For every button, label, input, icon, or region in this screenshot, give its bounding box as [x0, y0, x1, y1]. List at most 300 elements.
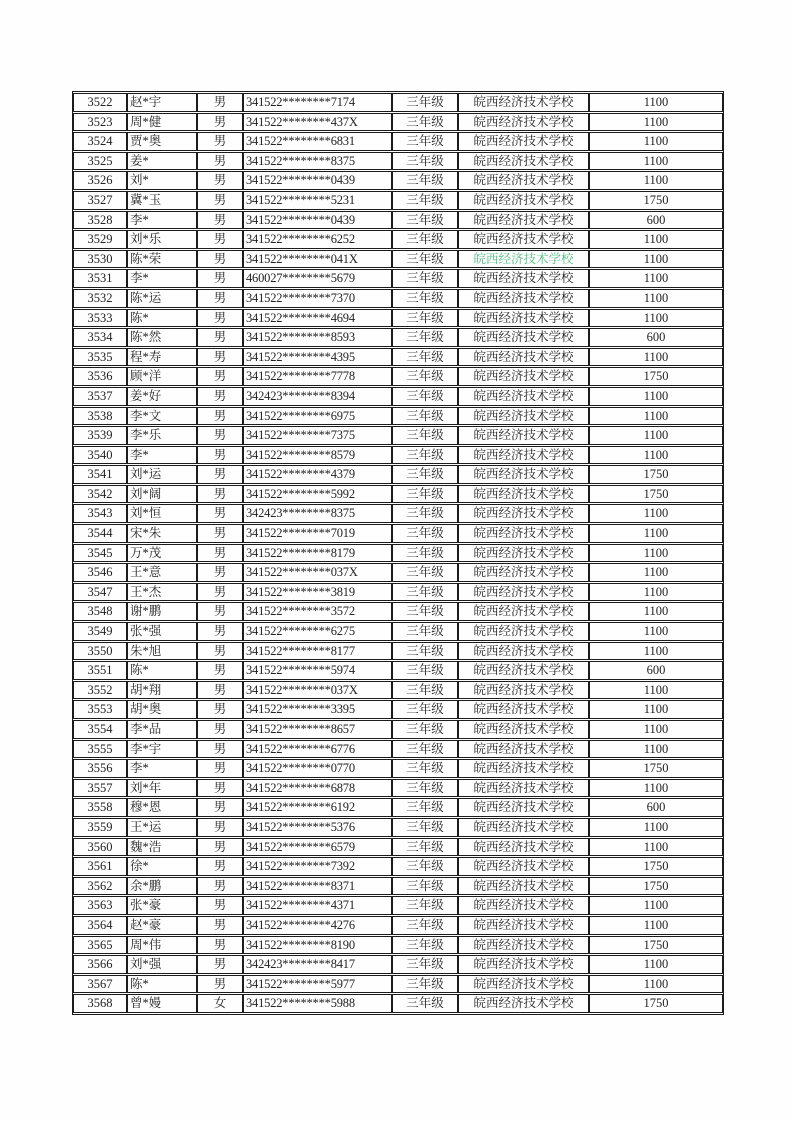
cell-row-number: 3526 [73, 171, 127, 190]
table-row [73, 289, 723, 308]
cell-row-number: 3539 [73, 426, 127, 445]
table-row [73, 171, 723, 190]
cell-grade: 三年级 [392, 328, 458, 347]
table-row [73, 700, 723, 719]
cell-amount: 1100 [589, 309, 723, 328]
cell-gender: 男 [197, 975, 243, 994]
cell-grade: 三年级 [392, 387, 458, 406]
cell-row-number: 3556 [73, 759, 127, 778]
cell-row-number: 3541 [73, 465, 127, 484]
cell-id-number: 341522********3395 [243, 700, 392, 719]
table-row [73, 622, 723, 641]
cell-amount: 1750 [589, 367, 723, 386]
table-row [73, 387, 723, 406]
table-row [73, 838, 723, 857]
cell-amount: 1100 [589, 681, 723, 700]
cell-row-number: 3542 [73, 485, 127, 504]
cell-gender: 男 [197, 916, 243, 935]
cell-gender: 男 [197, 622, 243, 641]
table-row [73, 211, 723, 230]
table-row [73, 994, 723, 1013]
cell-amount: 1100 [589, 544, 723, 563]
cell-grade: 三年级 [392, 524, 458, 543]
cell-row-number: 3522 [73, 93, 127, 112]
cell-id-number: 341522********8179 [243, 544, 392, 563]
cell-amount: 1100 [589, 113, 723, 132]
table-row [73, 132, 723, 151]
cell-grade: 三年级 [392, 994, 458, 1013]
cell-id-number: 341522********5231 [243, 191, 392, 210]
cell-student-name: 李*文 [127, 407, 197, 426]
cell-row-number: 3528 [73, 211, 127, 230]
cell-amount: 1100 [589, 720, 723, 739]
cell-school-name: 皖西经济技术学校 [458, 269, 589, 288]
cell-school-name: 皖西经济技术学校 [458, 446, 589, 465]
cell-student-name: 刘*年 [127, 779, 197, 798]
table-row [73, 504, 723, 523]
cell-row-number: 3561 [73, 857, 127, 876]
cell-row-number: 3546 [73, 563, 127, 582]
table-row [73, 896, 723, 915]
table-row [73, 367, 723, 386]
cell-grade: 三年级 [392, 838, 458, 857]
cell-school-name: 皖西经济技术学校 [458, 857, 589, 876]
cell-amount: 1100 [589, 152, 723, 171]
table-row [73, 563, 723, 582]
cell-grade: 三年级 [392, 936, 458, 955]
cell-id-number: 341522********4379 [243, 465, 392, 484]
cell-grade: 三年级 [392, 779, 458, 798]
cell-school-name: 皖西经济技术学校 [458, 465, 589, 484]
table-row [73, 916, 723, 935]
cell-id-number: 341522********6776 [243, 740, 392, 759]
cell-amount: 1100 [589, 740, 723, 759]
cell-row-number: 3531 [73, 269, 127, 288]
cell-student-name: 余*鹏 [127, 877, 197, 896]
cell-gender: 男 [197, 504, 243, 523]
cell-row-number: 3536 [73, 367, 127, 386]
cell-grade: 三年级 [392, 426, 458, 445]
cell-student-name: 宋*朱 [127, 524, 197, 543]
cell-grade: 三年级 [392, 407, 458, 426]
cell-id-number: 341522********041X [243, 250, 392, 269]
cell-id-number: 341522********6252 [243, 230, 392, 249]
table-row [73, 113, 723, 132]
table-row [73, 230, 723, 249]
cell-row-number: 3547 [73, 583, 127, 602]
cell-school-name: 皖西经济技术学校 [458, 485, 589, 504]
cell-id-number: 341522********7019 [243, 524, 392, 543]
cell-gender: 男 [197, 642, 243, 661]
table-row [73, 250, 723, 269]
cell-id-number: 341522********5988 [243, 994, 392, 1013]
table-row [73, 818, 723, 837]
cell-id-number: 341522********3819 [243, 583, 392, 602]
cell-student-name: 陈* [127, 975, 197, 994]
cell-school-name: 皖西经济技术学校 [458, 681, 589, 700]
table-row [73, 759, 723, 778]
cell-student-name: 徐* [127, 857, 197, 876]
cell-grade: 三年级 [392, 896, 458, 915]
cell-row-number: 3567 [73, 975, 127, 994]
cell-amount: 1100 [589, 289, 723, 308]
cell-grade: 三年级 [392, 171, 458, 190]
cell-row-number: 3551 [73, 661, 127, 680]
cell-id-number: 341522********0439 [243, 171, 392, 190]
cell-id-number: 341522********8657 [243, 720, 392, 739]
cell-school-name: 皖西经济技术学校 [458, 407, 589, 426]
cell-row-number: 3554 [73, 720, 127, 739]
cell-grade: 三年级 [392, 113, 458, 132]
cell-amount: 1750 [589, 994, 723, 1013]
cell-row-number: 3540 [73, 446, 127, 465]
cell-grade: 三年级 [392, 367, 458, 386]
cell-id-number: 341522********5974 [243, 661, 392, 680]
cell-gender: 男 [197, 269, 243, 288]
cell-grade: 三年级 [392, 975, 458, 994]
cell-student-name: 胡*翔 [127, 681, 197, 700]
cell-gender: 男 [197, 407, 243, 426]
cell-school-name: 皖西经济技术学校 [458, 309, 589, 328]
cell-amount: 1750 [589, 877, 723, 896]
cell-amount: 1100 [589, 171, 723, 190]
cell-row-number: 3550 [73, 642, 127, 661]
cell-student-name: 李*品 [127, 720, 197, 739]
cell-grade: 三年级 [392, 720, 458, 739]
cell-gender: 男 [197, 661, 243, 680]
cell-amount: 1100 [589, 622, 723, 641]
cell-gender: 男 [197, 250, 243, 269]
cell-gender: 男 [197, 798, 243, 817]
cell-grade: 三年级 [392, 740, 458, 759]
cell-row-number: 3533 [73, 309, 127, 328]
cell-student-name: 魏*浩 [127, 838, 197, 857]
cell-student-name: 万*茂 [127, 544, 197, 563]
cell-grade: 三年级 [392, 622, 458, 641]
cell-amount: 1750 [589, 191, 723, 210]
cell-school-name: 皖西经济技术学校 [458, 171, 589, 190]
cell-row-number: 3537 [73, 387, 127, 406]
cell-gender: 男 [197, 113, 243, 132]
table-row [73, 152, 723, 171]
cell-row-number: 3538 [73, 407, 127, 426]
cell-gender: 男 [197, 191, 243, 210]
cell-amount: 1750 [589, 485, 723, 504]
cell-id-number: 341522********037X [243, 681, 392, 700]
cell-amount: 1100 [589, 132, 723, 151]
cell-school-name: 皖西经济技术学校 [458, 818, 589, 837]
cell-id-number: 341522********6831 [243, 132, 392, 151]
table-row [73, 642, 723, 661]
cell-gender: 男 [197, 544, 243, 563]
cell-school-name: 皖西经济技术学校 [458, 132, 589, 151]
cell-school-name: 皖西经济技术学校 [458, 348, 589, 367]
cell-id-number: 341522********8177 [243, 642, 392, 661]
table-row [73, 779, 723, 798]
cell-school-name: 皖西经济技术学校 [458, 250, 589, 269]
cell-id-number: 341522********6192 [243, 798, 392, 817]
cell-school-name: 皖西经济技术学校 [458, 367, 589, 386]
table-row [73, 798, 723, 817]
cell-row-number: 3558 [73, 798, 127, 817]
cell-school-name: 皖西经济技术学校 [458, 544, 589, 563]
cell-amount: 1100 [589, 93, 723, 112]
cell-grade: 三年级 [392, 857, 458, 876]
cell-amount: 1100 [589, 563, 723, 582]
cell-amount: 600 [589, 798, 723, 817]
table-row [73, 602, 723, 621]
cell-student-name: 李*宇 [127, 740, 197, 759]
cell-amount: 1100 [589, 916, 723, 935]
cell-gender: 男 [197, 740, 243, 759]
cell-grade: 三年级 [392, 250, 458, 269]
cell-student-name: 顾*洋 [127, 367, 197, 386]
cell-row-number: 3525 [73, 152, 127, 171]
cell-gender: 男 [197, 465, 243, 484]
cell-amount: 1100 [589, 269, 723, 288]
cell-student-name: 陈* [127, 661, 197, 680]
cell-row-number: 3527 [73, 191, 127, 210]
cell-student-name: 陈*荣 [127, 250, 197, 269]
cell-grade: 三年级 [392, 955, 458, 974]
cell-amount: 1100 [589, 779, 723, 798]
cell-student-name: 李* [127, 446, 197, 465]
cell-id-number: 342423********8375 [243, 504, 392, 523]
cell-grade: 三年级 [392, 583, 458, 602]
cell-gender: 男 [197, 426, 243, 445]
cell-gender: 男 [197, 446, 243, 465]
table-row [73, 269, 723, 288]
table-row [73, 93, 723, 112]
cell-amount: 1100 [589, 446, 723, 465]
cell-id-number: 341522********8593 [243, 328, 392, 347]
cell-amount: 1100 [589, 387, 723, 406]
cell-row-number: 3523 [73, 113, 127, 132]
table-row [73, 524, 723, 543]
table-row [73, 681, 723, 700]
cell-id-number: 341522********7778 [243, 367, 392, 386]
cell-id-number: 341522********4694 [243, 309, 392, 328]
cell-row-number: 3524 [73, 132, 127, 151]
cell-id-number: 341522********8190 [243, 936, 392, 955]
cell-id-number: 341522********5992 [243, 485, 392, 504]
cell-school-name: 皖西经济技术学校 [458, 152, 589, 171]
cell-grade: 三年级 [392, 563, 458, 582]
cell-amount: 600 [589, 328, 723, 347]
cell-gender: 男 [197, 132, 243, 151]
cell-student-name: 贾*奥 [127, 132, 197, 151]
table-row [73, 191, 723, 210]
cell-id-number: 341522********0770 [243, 759, 392, 778]
cell-gender: 男 [197, 387, 243, 406]
table-row [73, 583, 723, 602]
cell-row-number: 3534 [73, 328, 127, 347]
cell-gender: 男 [197, 309, 243, 328]
cell-grade: 三年级 [392, 544, 458, 563]
cell-amount: 1100 [589, 250, 723, 269]
cell-id-number: 341522********0439 [243, 211, 392, 230]
cell-grade: 三年级 [392, 230, 458, 249]
cell-gender: 女 [197, 994, 243, 1013]
cell-grade: 三年级 [392, 818, 458, 837]
cell-school-name: 皖西经济技术学校 [458, 661, 589, 680]
table-row [73, 975, 723, 994]
table-row [73, 544, 723, 563]
cell-amount: 1100 [589, 602, 723, 621]
cell-school-name: 皖西经济技术学校 [458, 328, 589, 347]
table-row [73, 720, 723, 739]
cell-school-name: 皖西经济技术学校 [458, 759, 589, 778]
cell-row-number: 3568 [73, 994, 127, 1013]
cell-amount: 1100 [589, 348, 723, 367]
cell-student-name: 姜*好 [127, 387, 197, 406]
cell-grade: 三年级 [392, 877, 458, 896]
cell-school-name: 皖西经济技术学校 [458, 994, 589, 1013]
cell-school-name: 皖西经济技术学校 [458, 289, 589, 308]
cell-school-name: 皖西经济技术学校 [458, 955, 589, 974]
cell-gender: 男 [197, 602, 243, 621]
cell-id-number: 341522********437X [243, 113, 392, 132]
cell-school-name: 皖西经济技术学校 [458, 877, 589, 896]
cell-student-name: 赵*豪 [127, 916, 197, 935]
cell-grade: 三年级 [392, 289, 458, 308]
cell-grade: 三年级 [392, 465, 458, 484]
cell-student-name: 王*意 [127, 563, 197, 582]
cell-row-number: 3535 [73, 348, 127, 367]
cell-id-number: 341522********7392 [243, 857, 392, 876]
cell-student-name: 冀*玉 [127, 191, 197, 210]
cell-grade: 三年级 [392, 916, 458, 935]
cell-student-name: 周*健 [127, 113, 197, 132]
cell-id-number: 341522********3572 [243, 602, 392, 621]
student-subsidy-table [72, 91, 724, 1015]
cell-row-number: 3530 [73, 250, 127, 269]
cell-amount: 1100 [589, 818, 723, 837]
cell-gender: 男 [197, 936, 243, 955]
cell-grade: 三年级 [392, 93, 458, 112]
cell-student-name: 胡*奥 [127, 700, 197, 719]
cell-grade: 三年级 [392, 642, 458, 661]
cell-student-name: 陈* [127, 309, 197, 328]
cell-amount: 1100 [589, 700, 723, 719]
cell-student-name: 谢*鹏 [127, 602, 197, 621]
cell-id-number: 341522********4276 [243, 916, 392, 935]
cell-school-name: 皖西经济技术学校 [458, 563, 589, 582]
cell-amount: 1100 [589, 838, 723, 857]
cell-row-number: 3552 [73, 681, 127, 700]
cell-school-name: 皖西经济技术学校 [458, 387, 589, 406]
cell-grade: 三年级 [392, 485, 458, 504]
cell-id-number: 341522********7370 [243, 289, 392, 308]
cell-row-number: 3544 [73, 524, 127, 543]
cell-student-name: 李* [127, 211, 197, 230]
cell-id-number: 342423********8417 [243, 955, 392, 974]
cell-id-number: 341522********6275 [243, 622, 392, 641]
cell-gender: 男 [197, 367, 243, 386]
cell-school-name: 皖西经济技术学校 [458, 838, 589, 857]
cell-amount: 1100 [589, 975, 723, 994]
cell-school-name: 皖西经济技术学校 [458, 700, 589, 719]
cell-amount: 1100 [589, 896, 723, 915]
cell-row-number: 3565 [73, 936, 127, 955]
cell-id-number: 341522********5376 [243, 818, 392, 837]
cell-gender: 男 [197, 720, 243, 739]
cell-id-number: 341522********8371 [243, 877, 392, 896]
cell-student-name: 穆*恩 [127, 798, 197, 817]
cell-grade: 三年级 [392, 152, 458, 171]
cell-gender: 男 [197, 700, 243, 719]
cell-school-name: 皖西经济技术学校 [458, 230, 589, 249]
cell-row-number: 3545 [73, 544, 127, 563]
cell-student-name: 王*杰 [127, 583, 197, 602]
cell-gender: 男 [197, 818, 243, 837]
cell-school-name: 皖西经济技术学校 [458, 504, 589, 523]
cell-id-number: 341522********8579 [243, 446, 392, 465]
cell-id-number: 341522********6878 [243, 779, 392, 798]
table-row [73, 936, 723, 955]
cell-school-name: 皖西经济技术学校 [458, 191, 589, 210]
cell-amount: 1100 [589, 583, 723, 602]
table-row [73, 857, 723, 876]
cell-gender: 男 [197, 230, 243, 249]
table-row [73, 465, 723, 484]
cell-grade: 三年级 [392, 681, 458, 700]
cell-amount: 1750 [589, 936, 723, 955]
cell-student-name: 张*豪 [127, 896, 197, 915]
cell-student-name: 刘*运 [127, 465, 197, 484]
cell-student-name: 李* [127, 269, 197, 288]
table-row [73, 309, 723, 328]
cell-amount: 1750 [589, 759, 723, 778]
cell-row-number: 3557 [73, 779, 127, 798]
cell-gender: 男 [197, 171, 243, 190]
cell-grade: 三年级 [392, 348, 458, 367]
cell-school-name: 皖西经济技术学校 [458, 642, 589, 661]
cell-id-number: 341522********037X [243, 563, 392, 582]
cell-id-number: 341522********5977 [243, 975, 392, 994]
cell-school-name: 皖西经济技术学校 [458, 524, 589, 543]
cell-gender: 男 [197, 485, 243, 504]
cell-gender: 男 [197, 152, 243, 171]
cell-row-number: 3566 [73, 955, 127, 974]
table-row [73, 426, 723, 445]
cell-student-name: 陈*然 [127, 328, 197, 347]
cell-gender: 男 [197, 328, 243, 347]
cell-school-name: 皖西经济技术学校 [458, 602, 589, 621]
cell-amount: 1100 [589, 642, 723, 661]
cell-grade: 三年级 [392, 191, 458, 210]
table-row [73, 348, 723, 367]
cell-student-name: 王*运 [127, 818, 197, 837]
cell-school-name: 皖西经济技术学校 [458, 93, 589, 112]
cell-id-number: 341522********4371 [243, 896, 392, 915]
cell-amount: 1100 [589, 504, 723, 523]
cell-school-name: 皖西经济技术学校 [458, 936, 589, 955]
cell-row-number: 3529 [73, 230, 127, 249]
cell-grade: 三年级 [392, 700, 458, 719]
cell-gender: 男 [197, 211, 243, 230]
cell-student-name: 朱*旭 [127, 642, 197, 661]
cell-grade: 三年级 [392, 602, 458, 621]
cell-school-name: 皖西经济技术学校 [458, 975, 589, 994]
cell-student-name: 刘* [127, 171, 197, 190]
cell-school-name: 皖西经济技术学校 [458, 426, 589, 445]
cell-amount: 1100 [589, 524, 723, 543]
cell-school-name: 皖西经济技术学校 [458, 622, 589, 641]
cell-gender: 男 [197, 857, 243, 876]
cell-row-number: 3553 [73, 700, 127, 719]
cell-amount: 1750 [589, 857, 723, 876]
